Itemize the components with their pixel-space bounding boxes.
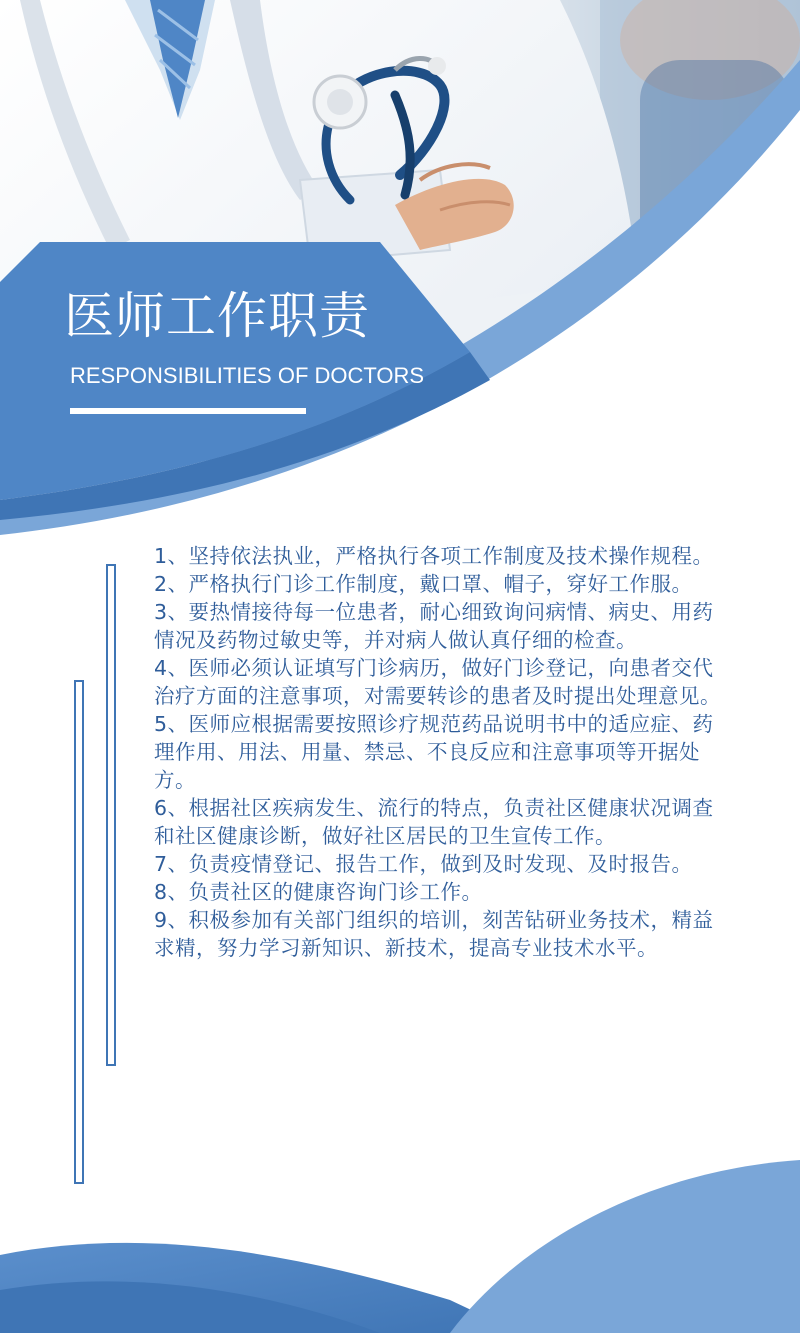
decorative-bar [74, 680, 84, 1184]
title-underline [70, 408, 306, 414]
duty-item: 1、坚持依法执业，严格执行各项工作制度及技术操作规程。 [154, 544, 714, 568]
duty-item: 5、医师应根据需要按照诊疗规范药品说明书中的适应症、药理作用、用法、用量、禁忌、不良反应和注意事项等开据处方。 [154, 712, 714, 792]
duty-item: 8、负责社区的健康咨询门诊工作。 [154, 880, 483, 904]
duty-item: 2、严格执行门诊工作制度，戴口罩、帽子，穿好工作服。 [154, 572, 693, 596]
duty-item: 7、负责疫情登记、报告工作，做到及时发现、及时报告。 [154, 852, 693, 876]
decorative-bar [106, 564, 116, 1066]
page-subtitle: RESPONSIBILITIES OF DOCTORS [70, 363, 425, 388]
duty-item: 4、医师必须认证填写门诊病历，做好门诊登记，向患者交代治疗方面的注意事项，对需要转诊的患者及时提出处理意见。 [154, 656, 721, 708]
duty-list [154, 542, 724, 962]
duty-item: 6、根据社区疾病发生、流行的特点，负责社区健康状况调查和社区健康诊断，做好社区居民的卫生宣传工作。 [154, 796, 714, 848]
duty-item: 3、要热情接待每一位患者，耐心细致询问病情、病史、用药情况及药物过敏史等，并对病人做认真仔细的检查。 [154, 600, 714, 652]
page-title: 医师工作职责 [64, 287, 370, 345]
duty-item: 9、积极参加有关部门组织的培训，刻苦钻研业务技术，精益求精，努力学习新知识、新技术，提高专业技术水平。 [154, 908, 714, 960]
